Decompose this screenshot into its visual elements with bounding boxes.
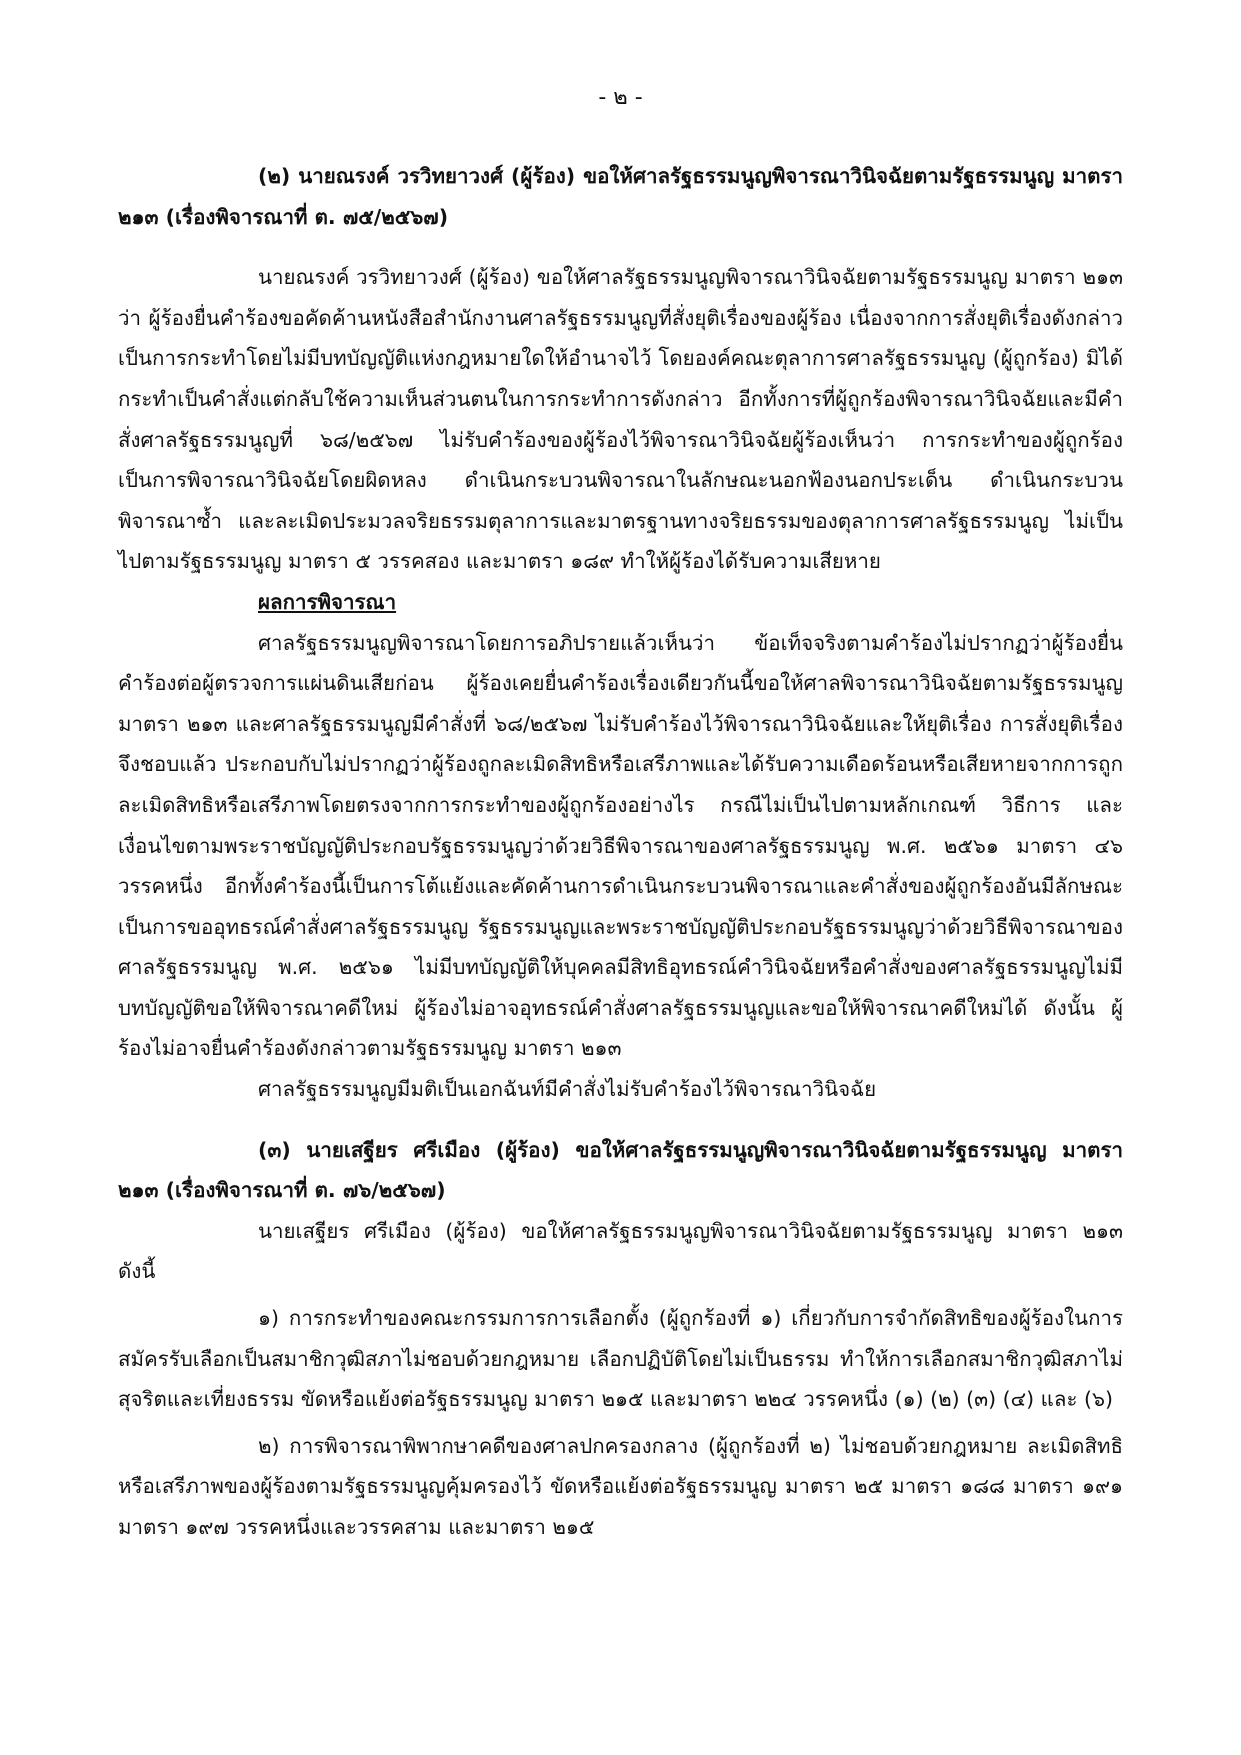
section-heading-3: (๓) นายเสฐียร ศรีเมือง (ผู้ร้อง) ขอให้ศาลรัฐธรรมนูญพิจารณาวินิจฉัยตามรัฐธรรมนูญ มาตรา ๒๑๓ (เรื่องพิจารณาที่ ต. ๗๖/๒๕๖๗)	[118, 1137, 1123, 1203]
section-heading-2: (๒) นายณรงค์ วรวิทยาวงศ์ (ผู้ร้อง) ขอให้ศาลรัฐธรรมนูญพิจารณาวินิจฉัยตามรัฐธรรมนูญ มาตรา ๒๑๓ (เรื่องพิจารณาที่ ต. ๗๕/๒๕๖๗)	[118, 164, 1123, 229]
resolution-paragraph: ศาลรัฐธรรมนูญมีมติเป็นเอกฉันท์มีคำสั่งไม่รับคำร้องไว้พิจารณาวินิจฉัย	[258, 1077, 877, 1102]
result-paragraph: ศาลรัฐธรรมนูญพิจารณาโดยการอภิปรายแล้วเห็นว่า ข้อเท็จจริงตามคำร้องไม่ปรากฏว่าผู้ร้องยื่นคำร้องต่อผู้ตรวจการแผ่นดินเสียก่อน ผู้ร้องเคยยื่นคำร้องเรื่องเดียวกันนี้ขอให้ศาลพิจารณาวินิจฉัยตามรัฐธรรมนูญ มาตรา ๒๑๓ และศาลรัฐธรรมนูญมีคำสั่งที่ ๖๘/๒๕๖๗ ไม่รับคำร้องไว้พิจารณาวินิจฉัยและให้ยุติเรื่อง การสั่งยุติเรื่องจึงชอบแล้ว ประกอบกับไม่ปรากฏว่าผู้ร้องถูกละเมิดสิทธิหรือเสรีภาพและได้รับความเดือดร้อนหรือเสียหายจากการถูกละเมิดสิทธิหรือเสรีภาพโดยตรงจากการกระทำของผู้ถูกร้องอย่างไร กรณีไม่เป็นไปตามหลักเกณฑ์ วิธีการ และเงื่อนไขตามพระราชบัญญัติประกอบรัฐธรรมนูญว่าด้วยวิธีพิจารณาของศาลรัฐธรรมนูญ พ.ศ. ๒๕๖๑ มาตรา ๔๖ วรรคหนึ่ง อีกทั้งคำร้องนี้เป็นการโต้แย้งและคัดค้านการดำเนินกระบวนพิจารณาและคำสั่งของผู้ถูกร้องอันมีลักษณะเป็นการขออุทธรณ์คำสั่งศาลรัฐธรรมนูญ รัฐธรรมนูญและพระราชบัญญัติประกอบรัฐธรรมนูญว่าด้วยวิธีพิจารณาของศาลรัฐธรรมนูญ พ.ศ. ๒๕๖๑ ไม่มีบทบัญญัติให้บุคคลมีสิทธิอุทธรณ์คำวินิจฉัยหรือคำสั่งของศาลรัฐธรรมนูญไม่มีบทบัญญัติขอให้พิจารณาคดีใหม่ ผู้ร้องไม่อาจอุทธรณ์คำสั่งศาลรัฐธรรมนูญและขอให้พิจารณาคดีใหม่ได้ ดังนั้น ผู้ร้องไม่อาจยื่นคำร้องดังกล่าวตามรัฐธรรมนูญ มาตรา ๒๑๓	[118, 630, 1123, 1061]
section-3-item-1: ๑) การกระทำของคณะกรรมการการเลือกตั้ง (ผู้ถูกร้องที่ ๑) เกี่ยวกับการจำกัดสิทธิของผู้ร้องในการสมัครรับเลือกเป็นสมาชิกวุฒิสภาไม่ชอบด้วยกฎหมาย เลือกปฏิบัติโดยไม่เป็นธรรม ทำให้การเลือกสมาชิกวุฒิสภาไม่สุจริตและเที่ยงธรรม ขัดหรือแย้งต่อรัฐธรรมนูญ มาตรา ๒๑๕ และมาตรา ๒๒๔ วรรคหนึ่ง (๑) (๒) (๓) (๔) และ (๖)	[118, 1306, 1123, 1412]
document-body	[118, 150, 1123, 1548]
page-number: - ๒ -	[598, 85, 643, 110]
section-3-intro-paragraph: นายเสฐียร ศรีเมือง (ผู้ร้อง) ขอให้ศาลรัฐธรรมนูญพิจารณาวินิจฉัยตามรัฐธรรมนูญ มาตรา ๒๑๓ ดังนี้	[118, 1218, 1123, 1284]
section-2-paragraph: นายณรงค์ วรวิทยาวงศ์ (ผู้ร้อง) ขอให้ศาลรัฐธรรมนูญพิจารณาวินิจฉัยตามรัฐธรรมนูญ มาตรา ๒๑๓ ว่า ผู้ร้องยื่นคำร้องขอคัดค้านหนังสือสำนักงานศาลรัฐธรรมนูญที่สั่งยุติเรื่องของผู้ร้อง เนื่องจากการสั่งยุติเรื่องดังกล่าวเป็นการกระทำโดยไม่มีบทบัญญัติแห่งกฎหมายใดให้อำนาจไว้ โดยองค์คณะตุลาการศาลรัฐธรรมนูญ (ผู้ถูกร้อง) มิได้กระทำเป็นคำสั่งแต่กลับใช้ความเห็นส่วนตนในการกระทำการดังกล่าว อีกทั้งการที่ผู้ถูกร้องพิจารณาวินิจฉัยและมีคำสั่งศาลรัฐธรรมนูญที่ ๖๘/๒๕๖๗ ไม่รับคำร้องของผู้ร้องไว้พิจารณาวินิจฉัยผู้ร้องเห็นว่า การกระทำของผู้ถูกร้องเป็นการพิจารณาวินิจฉัยโดยผิดหลง ดำเนินกระบวนพิจารณาในลักษณะนอกฟ้องนอกประเด็น ดำเนินกระบวนพิจารณาซ้ำ และละเมิดประมวลจริยธรรมตุลาการและมาตรฐานทางจริยธรรมของตุลาการศาลรัฐธรรมนูญ ไม่เป็นไปตามรัฐธรรมนูญ มาตรา ๕ วรรคสอง และมาตรา ๑๘๙ ทำให้ผู้ร้องได้รับความเสียหาย	[118, 265, 1123, 574]
result-heading: ผลการพิจารณา	[258, 589, 397, 614]
section-3-item-2: ๒) การพิจารณาพิพากษาคดีของศาลปกครองกลาง (ผู้ถูกร้องที่ ๒) ไม่ชอบด้วยกฎหมาย ละเมิดสิทธิหรือเสรีภาพของผู้ร้องตามรัฐธรรมนูญคุ้มครองไว้ ขัดหรือแย้งต่อรัฐธรรมนูญ มาตรา ๒๕ มาตรา ๑๘๘ มาตรา ๑๙๑ มาตรา ๑๙๗ วรรคหนึ่งและวรรคสาม และมาตรา ๒๑๕	[118, 1433, 1123, 1539]
